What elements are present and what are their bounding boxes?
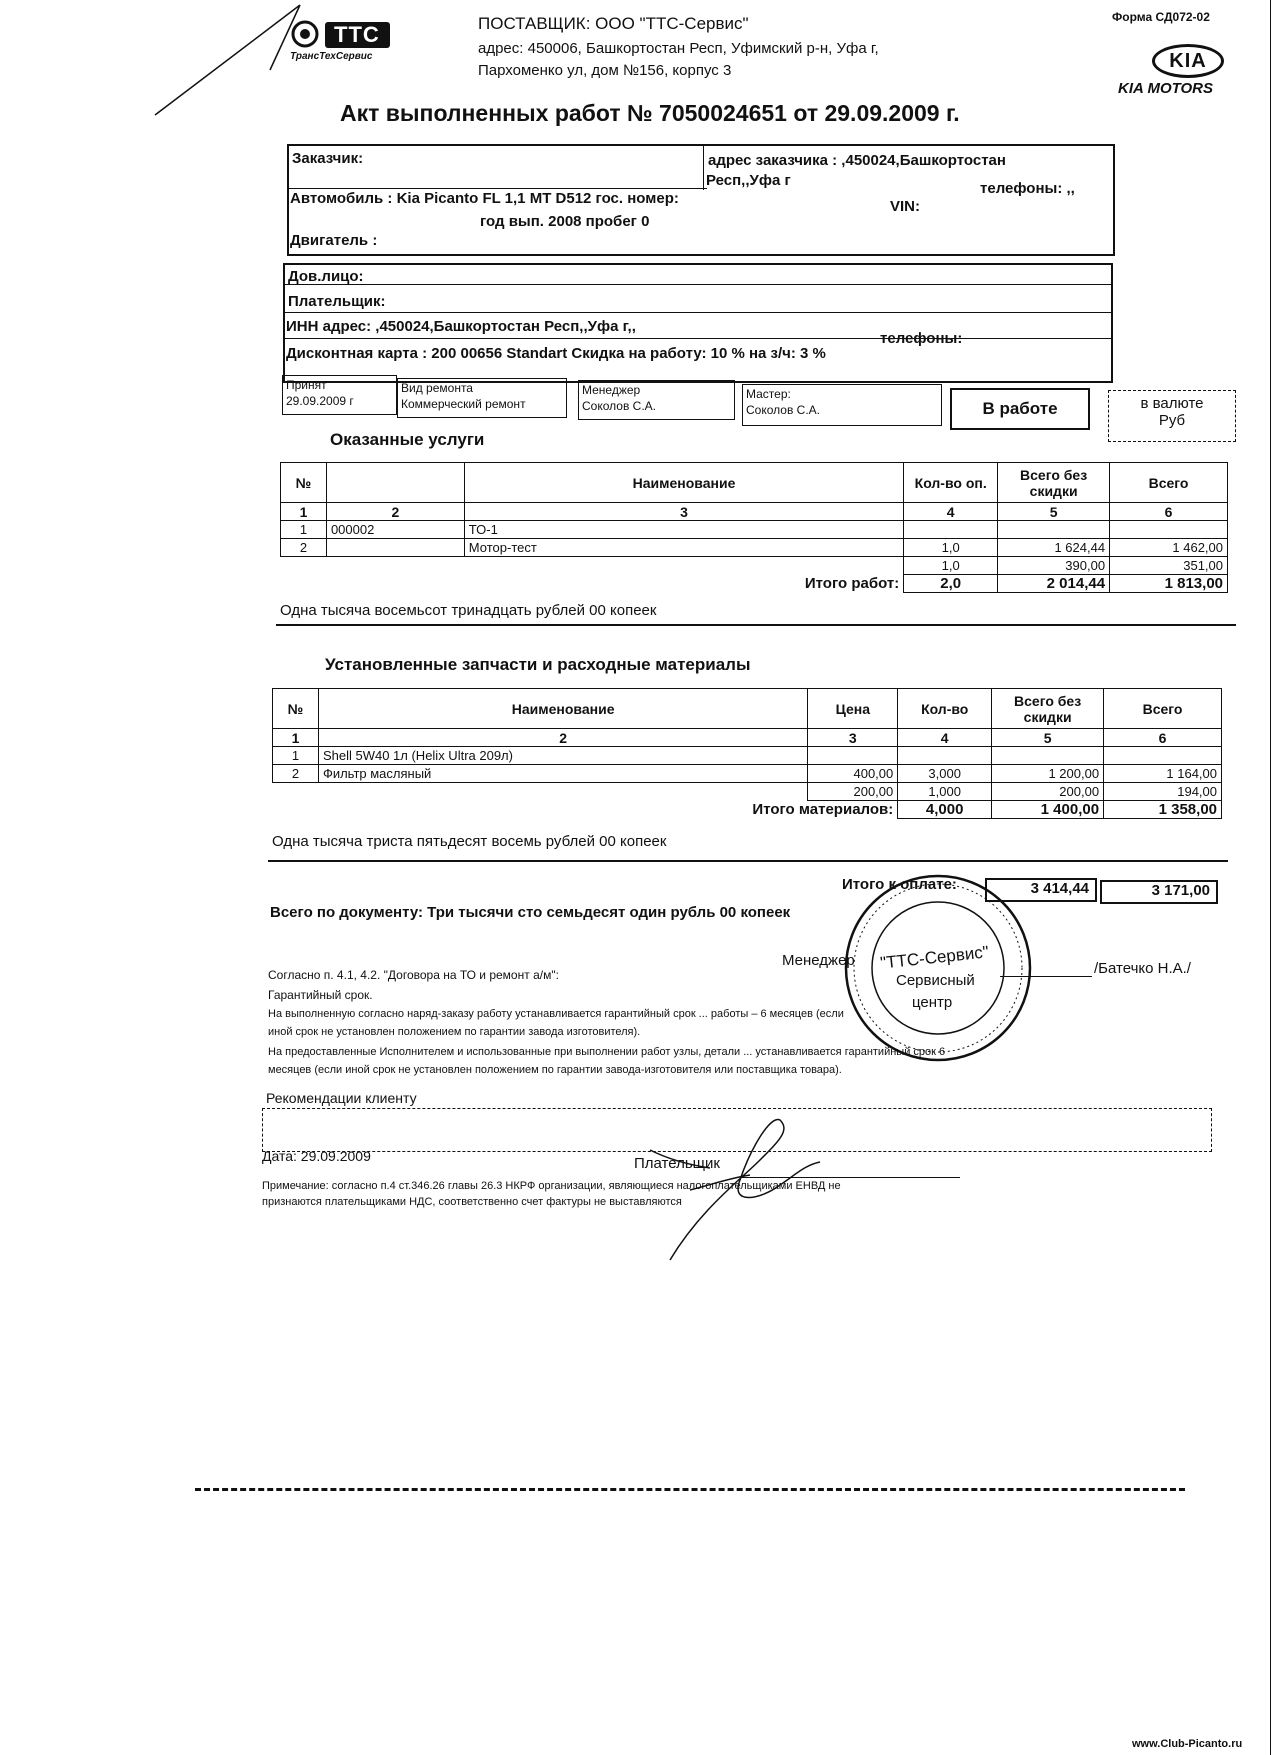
engine-label: Двигатель :	[290, 232, 378, 249]
document-title: Акт выполненных работ № 7050024651 от 29.09.2009 г.	[340, 100, 960, 126]
manager-box: Менеджер Соколов С.А.	[578, 380, 735, 420]
table-row: 2 Фильтр масляный 400,00 3,000 1 200,00 1 164,00	[273, 765, 1222, 783]
warranty-title: Гарантийный срок.	[268, 988, 373, 1002]
master-box: Мастер: Соколов С.А.	[742, 384, 942, 426]
warranty-line-3: На предоставленные Исполнителем и использованные при выполнении работ узлы, детали ... устанавливается гарантийный срок 6	[268, 1046, 946, 1058]
payer-sign-label: Плательщик	[634, 1155, 720, 1172]
table-row: 1 000002 ТО-1	[281, 521, 1228, 539]
customer-address-2: Респ,,Уфа г	[706, 172, 791, 189]
payer-label: Плательщик:	[288, 293, 386, 310]
logo-brand: ТТС	[334, 22, 380, 47]
supplier-address-2: Пархоменко ул, дом №156, корпус 3	[478, 62, 732, 79]
services-heading: Оказанные услуги	[330, 430, 485, 449]
stamp-line-1: "ТТС-Сервис"	[879, 942, 990, 973]
payer-inn-address: ИНН адрес: ,450024,Башкортостан Респ,,Уфа г,,	[286, 318, 636, 335]
repair-type-box: Вид ремонта Коммерческий ремонт	[397, 378, 567, 418]
parts-total-row: Итого материалов: 4,000 1 400,00 1 358,00	[273, 801, 1222, 819]
parts-total-words: Одна тысяча триста пятьдесят восемь рублей 00 копеек	[272, 833, 667, 850]
car-year: год вып. 2008 пробег 0	[480, 213, 650, 230]
parts-header-row: № Наименование Цена Кол-во Всего без скидки Всего	[273, 689, 1222, 729]
stamp-line-3: центр	[912, 994, 953, 1011]
client-total-label: Итого к оплате:	[842, 876, 957, 893]
warranty-line-4: месяцев (если иной срок не установлен положением по гарантии завода-изготовителя или поставщика товара).	[268, 1064, 842, 1076]
services-header-row: № Наименование Кол-во оп. Всего без скидки Всего	[281, 463, 1228, 503]
warranty-line-2: иной срок не установлен положением по гарантии завода изготовителя).	[268, 1026, 641, 1038]
accepted-box: Принят 29.09.2009 г	[282, 375, 397, 415]
parts-number-row: 1 2 3 4 5 6	[273, 729, 1222, 747]
stamp-line-2: Сервисный	[896, 972, 975, 989]
kia-motors: KIA MOTORS	[1118, 80, 1214, 97]
client-total-no-discount: 3 414,44	[985, 878, 1097, 902]
table-row: 2 Мотор-тест 1,0 1 624,44 1 462,00	[281, 539, 1228, 557]
parts-heading: Установленные запчасти и расходные материалы	[325, 655, 751, 674]
status-badge: В работе	[982, 399, 1058, 418]
logo-caption: ТрансТехСервис	[290, 51, 373, 62]
services-table: № Наименование Кол-во оп. Всего без скидки Всего 1 2 3 4 5 6 1 000002 ТО-1 2 Мотор-тест 1,0 1 624,44 1 462,00 1,0 390,00 351,00 Итого работ: 2,0 2 014,44 1 813,00	[280, 462, 1228, 593]
vin-label: VIN:	[890, 198, 920, 215]
services-total-words: Одна тысяча восемьсот тринадцать рублей 00 копеек	[280, 602, 657, 619]
document-total: Всего по документу: Три тысячи сто семьдесят один рубль 00 копеек	[270, 904, 791, 921]
customer-address: адрес заказчика : ,450024,Башкортостан	[708, 152, 1006, 169]
bottom-rule	[195, 1488, 1185, 1491]
supplier: ПОСТАВЩИК: ООО "ТТС-Сервис"	[478, 14, 749, 33]
services-number-row: 1 2 3 4 5 6	[281, 503, 1228, 521]
car-info: Автомобиль : Kia Picanto FL 1,1 MT D512 гос. номер:	[290, 190, 679, 207]
handwritten-signature	[630, 1090, 890, 1270]
recommendations-label: Рекомендации клиенту	[266, 1090, 417, 1106]
kia-logo: KIA	[1152, 44, 1224, 78]
currency-box: в валюте Руб	[1108, 390, 1236, 442]
company-stamp	[838, 868, 1038, 1068]
contact-person-label: Дов.лицо:	[288, 268, 364, 285]
form-code: Форма СД072-02	[1112, 10, 1210, 24]
warranty-line-1: На выполненную согласно наряд-заказу работу устанавливается гарантийный срок ... работы – 6 месяцев (если	[268, 1008, 844, 1020]
supplier-address-1: адрес: 450006, Башкортостан Респ, Уфимский р-н, Уфа г,	[478, 40, 879, 57]
manager-sign-label: Менеджер	[782, 952, 855, 969]
manager-sign-name: /Батечко Н.А./	[1094, 960, 1191, 977]
client-total: 3 171,00	[1100, 880, 1218, 904]
watermark: www.Club-Picanto.ru	[1132, 1738, 1243, 1750]
footer-note-1: Примечание: согласно п.4 ст.346.26 главы 26.3 НКРФ организации, являющиеся налогоплательщиками ЕНВД не	[262, 1180, 841, 1192]
services-total-row: Итого работ: 2,0 2 014,44 1 813,00	[281, 575, 1228, 593]
corner-scribble	[150, 0, 310, 120]
customer-phones: телефоны: ,,	[980, 180, 1075, 197]
status-box	[950, 388, 1090, 430]
tts-logo	[290, 18, 420, 68]
discount-card: Дисконтная карта : 200 00656 Standart Скидка на работу: 10 % на з/ч: 3 %	[286, 345, 826, 362]
customer-label: Заказчик:	[292, 150, 364, 167]
footer-note-2: признаются плательщиками НДС, соответственно счет фактуры не выставляются	[262, 1196, 682, 1208]
table-row: 1 Shell 5W40 1л (Helix Ultra 209л)	[273, 747, 1222, 765]
payer-phones: телефоны:	[880, 330, 963, 347]
warranty-agreement: Согласно п. 4.1, 4.2. "Договора на ТО и ремонт а/м":	[268, 968, 559, 982]
parts-table: № Наименование Цена Кол-во Всего без скидки Всего 1 2 3 4 5 6 1 Shell 5W40 1л (Helix Ultra 209л) 2 Фильтр масляный 400,00 3,000 1 200,00 1 164,00 200,00 1,000 200,00 194,00 Итого материалов: 4,000 1 400,00 1 358,00	[272, 688, 1222, 819]
document-date: Дата: 29.09.2009	[262, 1148, 371, 1164]
